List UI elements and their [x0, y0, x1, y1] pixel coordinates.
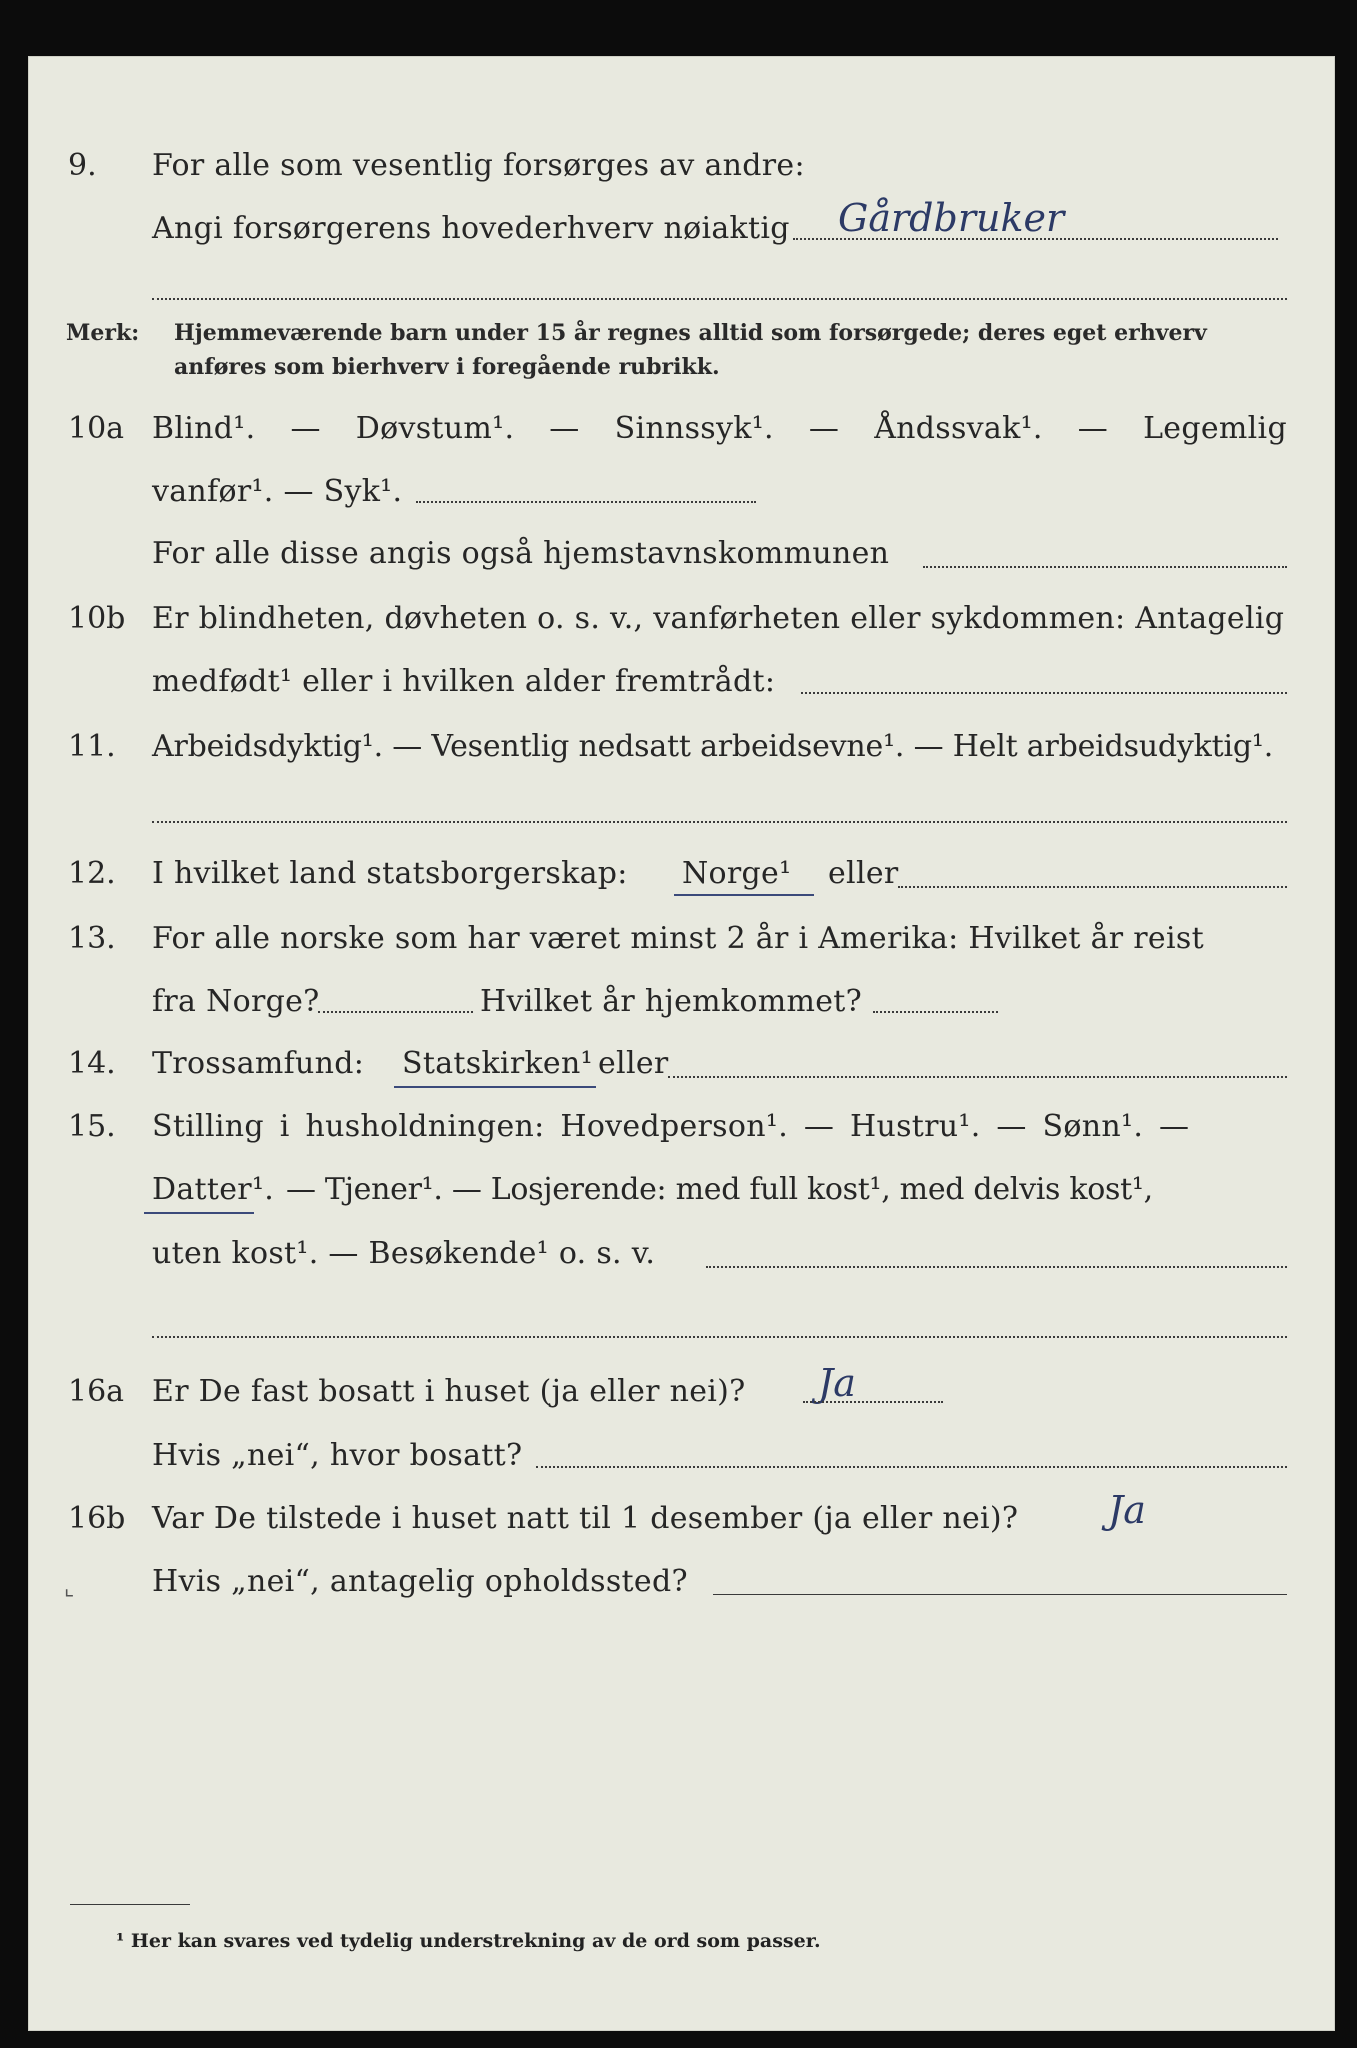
q14-number: 14.: [68, 1046, 116, 1081]
q12-suffix: eller: [828, 856, 899, 891]
q14-prefix: Trossamfund:: [152, 1046, 365, 1081]
q16b-number: 16b: [68, 1501, 126, 1536]
form-page: [28, 56, 1335, 2031]
q10a-andssvak: Åndssvak¹.: [874, 411, 1043, 446]
q16a-line2-blank: [536, 1466, 1287, 1468]
q13-year-left-blank: [318, 1011, 473, 1013]
q15-datter-underline: [144, 1212, 254, 1214]
q16a-handwritten-answer: Ja: [818, 1361, 856, 1405]
q10a-blind: Blind¹.: [152, 411, 256, 446]
q10b-blank: [801, 692, 1287, 694]
q9-handwritten-answer: Gårdbruker: [838, 196, 1065, 240]
q10a-line3: For alle disse angis også hjemstavnskommunen: [152, 536, 890, 571]
q14-suffix: eller: [598, 1046, 669, 1081]
q10a-dash3: —: [808, 411, 840, 446]
q9-line1: For alle som vesentlig forsørges av andre:: [152, 148, 805, 183]
q9-line2: Angi forsørgerens hovederhverv nøiaktig: [152, 211, 790, 246]
q10a-sinnssyk: Sinnssyk¹.: [614, 411, 774, 446]
q14-option-statskirken: Statskirken¹: [402, 1046, 593, 1081]
q10a-dash1: —: [290, 411, 321, 446]
q13-year-returned-blank: [873, 1011, 998, 1013]
q16b-handwritten-answer: Ja: [1108, 1488, 1146, 1532]
q14-statskirken-underline: [394, 1086, 596, 1088]
q10a-dash2: —: [549, 411, 580, 446]
q10a-line3-blank: [923, 566, 1287, 568]
q10b-number: 10b: [68, 601, 126, 636]
margin-mark: ⌞: [64, 1576, 75, 1601]
q15-line2-rest: — Tjener¹. — Losjerende: med full kost¹, med delvis kost¹,: [286, 1172, 1153, 1207]
q12-prefix: I hvilket land statsborgerskap:: [152, 856, 628, 891]
q16a-number: 16a: [68, 1374, 125, 1409]
merk-line1: Hjemmeværende barn under 15 år regnes alltid som forsørgede; deres eget erhverv: [174, 320, 1207, 346]
q10a-legemlig: Legemlig: [1143, 411, 1287, 446]
merk-line2: anføres som bierhverv i foregående rubrikk.: [174, 354, 720, 380]
q11-number: 11.: [68, 729, 116, 764]
q10a-number: 10a: [68, 411, 125, 446]
q15-line3: uten kost¹. — Besøkende¹ o. s. v.: [152, 1236, 656, 1271]
q16a-answer-line: [803, 1401, 943, 1403]
q13-line1: For alle norske som har været minst 2 år i Amerika: Hvilket år reist: [152, 921, 1204, 956]
q15-line1: Stilling i husholdningen: Hovedperson¹. — Hustru¹. — Sønn¹. —: [152, 1109, 1190, 1144]
q13-line2a: fra Norge?: [152, 984, 320, 1019]
q9-number: 9.: [68, 148, 97, 183]
q12-blank: [898, 886, 1287, 888]
q10a-line1: [152, 411, 1287, 446]
q16b-line2: Hvis „nei“, antagelig opholdssted?: [152, 1564, 688, 1599]
q9-blank-line: [152, 298, 1287, 300]
q10a-line2: vanfør¹. — Syk¹.: [152, 474, 403, 509]
q11-blank: [152, 821, 1287, 823]
q16a-line1: Er De fast bosatt i huset (ja eller nei)?: [152, 1374, 746, 1409]
q15-number: 15.: [68, 1109, 116, 1144]
footnote: ¹ Her kan svares ved tydelig understrekning av de ord som passer.: [116, 1930, 821, 1952]
q10b-line1: Er blindheten, døvheten o. s. v., vanførheten eller sykdommen: Antagelig: [152, 601, 1285, 636]
q15-line3-blank: [706, 1266, 1287, 1268]
q15-blank: [152, 1336, 1287, 1338]
q10a-dash4: —: [1077, 411, 1109, 446]
q16a-line2: Hvis „nei“, hvor bosatt?: [152, 1438, 523, 1473]
q13-line2b: Hvilket år hjemkommet?: [480, 984, 863, 1019]
q10a-line2-blank: [416, 501, 756, 503]
q10a-dovstum: Døvstum¹.: [355, 411, 515, 446]
merk-label: Merk:: [66, 320, 140, 346]
q10b-line2: medfødt¹ eller i hvilken alder fremtrådt:: [152, 664, 776, 699]
q16b-line1: Var De tilstede i huset natt til 1 desember (ja eller nei)?: [152, 1501, 1019, 1536]
q12-option-norge: Norge¹: [682, 856, 792, 891]
q16b-line2-blank: [713, 1594, 1287, 1595]
q12-norge-underline: [674, 894, 814, 896]
q15-option-datter: Datter¹.: [152, 1172, 275, 1207]
q11-line1: Arbeidsdyktig¹. — Vesentlig nedsatt arbeidsevne¹. — Helt arbeidsudyktig¹.: [152, 729, 1274, 764]
q12-number: 12.: [68, 856, 116, 891]
q14-blank: [668, 1076, 1287, 1078]
footnote-rule: [70, 1904, 190, 1905]
q13-number: 13.: [68, 921, 116, 956]
